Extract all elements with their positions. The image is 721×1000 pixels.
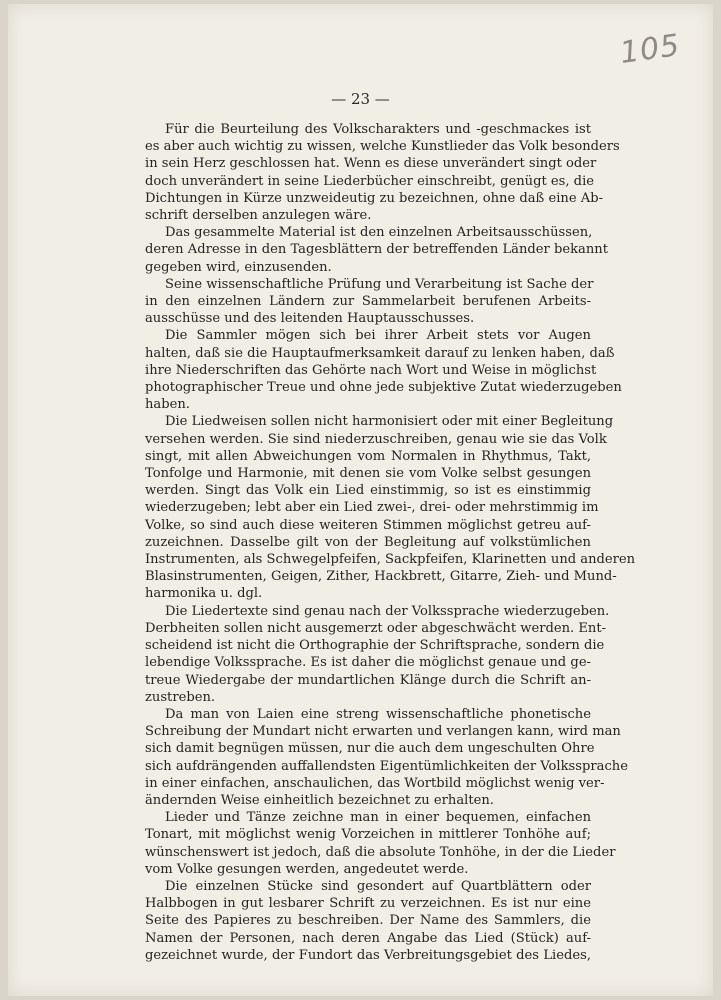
paragraph <box>145 809 616 878</box>
text-line: singt, mit allen Abweichungen vom Normalen in Rhythmus, Takt, <box>145 448 591 464</box>
text-line: ändernden Weise einheitlich bezeichnet zu erhalten. <box>145 792 494 808</box>
text-line: zuzeichnen. Dasselbe gilt von der Begleitung auf volkstümlichen <box>145 534 591 550</box>
text-line: Instrumenten, als Schwegelpfeifen, Sackpfeifen, Klarinetten und anderen <box>145 552 636 568</box>
text-line: Tonart, mit möglichst wenig Vorzeichen in mittlerer Tonhöhe auf; <box>145 827 591 843</box>
text-line: in einer einfachen, anschaulichen, das Wortbild möglichst wenig ver- <box>145 775 605 791</box>
text-line: ausschüsse und des leitenden Hauptausschusses. <box>145 311 475 327</box>
paragraph <box>145 224 608 276</box>
text-line: Die einzelnen Stücke sind gesondert auf Quartblättern oder <box>165 878 591 894</box>
text-line: Seine wissenschaftliche Prüfung und Verarbeitung ist Sache der <box>165 276 594 292</box>
text-line: in sein Herz geschlossen hat. Wenn es diese unverändert singt oder <box>145 156 597 172</box>
text-line: es aber auch wichtig zu wissen, welche Kunstlieder das Volk besonders <box>145 139 620 155</box>
text-line: Schreibung der Mundart nicht erwarten und verlangen kann, wird man <box>145 724 621 740</box>
text-line: scheidend ist nicht die Orthographie der Schriftsprache, sondern die <box>145 638 605 654</box>
text-line: ihre Niederschriften das Gehörte nach Wort und Weise in möglichst <box>145 362 597 378</box>
text-line: deren Adresse in den Tagesblättern der betreffenden Länder bekannt <box>145 242 608 258</box>
text-line: treue Wiedergabe der mundartlichen Klänge durch die Schrift an- <box>145 672 591 688</box>
text-line: Seite des Papieres zu beschreiben. Der Name des Sammlers, die <box>145 913 591 929</box>
text-line: Die Liedertexte sind genau nach der Volkssprache wiederzugeben. <box>165 603 610 619</box>
handwritten-folio-number: 105 <box>617 27 683 72</box>
paragraph <box>145 413 636 602</box>
text-line: Die Sammler mögen sich bei ihrer Arbeit stets vor Augen <box>165 328 591 344</box>
document-page <box>8 4 713 996</box>
text-line: sich aufdrängenden auffallendsten Eigentümlichkeiten der Volkssprache <box>145 758 628 774</box>
text-line: vom Volke gesungen werden, angedeutet werde. <box>145 861 469 877</box>
text-line: Derbheiten sollen nicht ausgemerzt oder abgeschwächt werden. Ent- <box>145 620 607 636</box>
text-line: Dichtungen in Kürze unzweideutig zu bezeichnen, ohne daß eine Ab- <box>145 190 604 206</box>
text-line: photographischer Treue und ohne jede subjektive Zutat wiederzugeben <box>145 380 622 396</box>
text-line: wiederzugeben; lebt aber ein Lied zwei-, drei- oder mehrstimmig im <box>145 500 599 516</box>
paragraph <box>145 878 591 964</box>
text-line: Für die Beurteilung des Volkscharakters und -geschmackes ist <box>165 122 591 137</box>
text-line: Das gesammelte Material ist den einzelnen Arbeitsausschüssen, <box>165 225 593 241</box>
text-line: gegeben wird, einzusenden. <box>145 259 332 275</box>
text-line: wünschenswert ist jedoch, daß die absolute Tonhöhe, in der die Lieder <box>145 844 616 860</box>
text-line: Lieder und Tänze zeichne man in einer bequemen, einfachen <box>165 810 591 826</box>
text-line: Halbbogen in gut lesbarer Schrift zu verzeichnen. Es ist nur eine <box>145 896 591 912</box>
paragraph <box>145 276 594 328</box>
text-line: halten, daß sie die Hauptaufmerksamkeit darauf zu lenken haben, daß <box>145 345 615 361</box>
paragraph <box>145 121 620 224</box>
text-line: Da man von Laien eine streng wissenschaftliche phonetische <box>165 706 591 722</box>
text-line: in den einzelnen Ländern zur Sammelarbeit berufenen Arbeits- <box>145 294 591 310</box>
text-line: Volke, so sind auch diese weiteren Stimmen möglichst getreu auf- <box>145 517 591 533</box>
text-line: Die Liedweisen sollen nicht harmonisiert oder mit einer Begleitung <box>165 414 614 430</box>
body-text <box>145 121 636 964</box>
text-line: sich damit begnügen müssen, nur die auch dem ungeschulten Ohre <box>145 741 595 757</box>
page-number: — 23 — <box>331 90 390 108</box>
text-line: lebendige Volkssprache. Es ist daher die möglichst genaue und ge- <box>145 655 591 671</box>
text-line: harmonika u. dgl. <box>145 586 263 602</box>
text-line: haben. <box>145 397 190 413</box>
text-line: doch unverändert in seine Liederbücher einschreibt, genügt es, die <box>145 173 595 189</box>
paragraph <box>145 706 628 809</box>
text-line: gezeichnet wurde, der Fundort das Verbreitungsgebiet des Liedes, <box>145 947 591 963</box>
text-line: zustreben. <box>145 689 216 705</box>
paragraph <box>145 603 610 706</box>
text-line: versehen werden. Sie sind niederzuschreiben, genau wie sie das Volk <box>145 431 607 447</box>
text-line: Blasinstrumenten, Geigen, Zither, Hackbrett, Gitarre, Zieh- und Mund- <box>145 569 617 585</box>
text-line: Namen der Personen, nach deren Angabe das Lied (Stück) auf- <box>145 930 591 946</box>
text-line: werden. Singt das Volk ein Lied einstimmig, so ist es einstimmig <box>145 483 591 499</box>
text-line: Tonfolge und Harmonie, mit denen sie vom Volke selbst gesungen <box>145 466 591 482</box>
paragraph <box>145 327 622 413</box>
text-line: schrift derselben anzulegen wäre. <box>145 208 372 224</box>
